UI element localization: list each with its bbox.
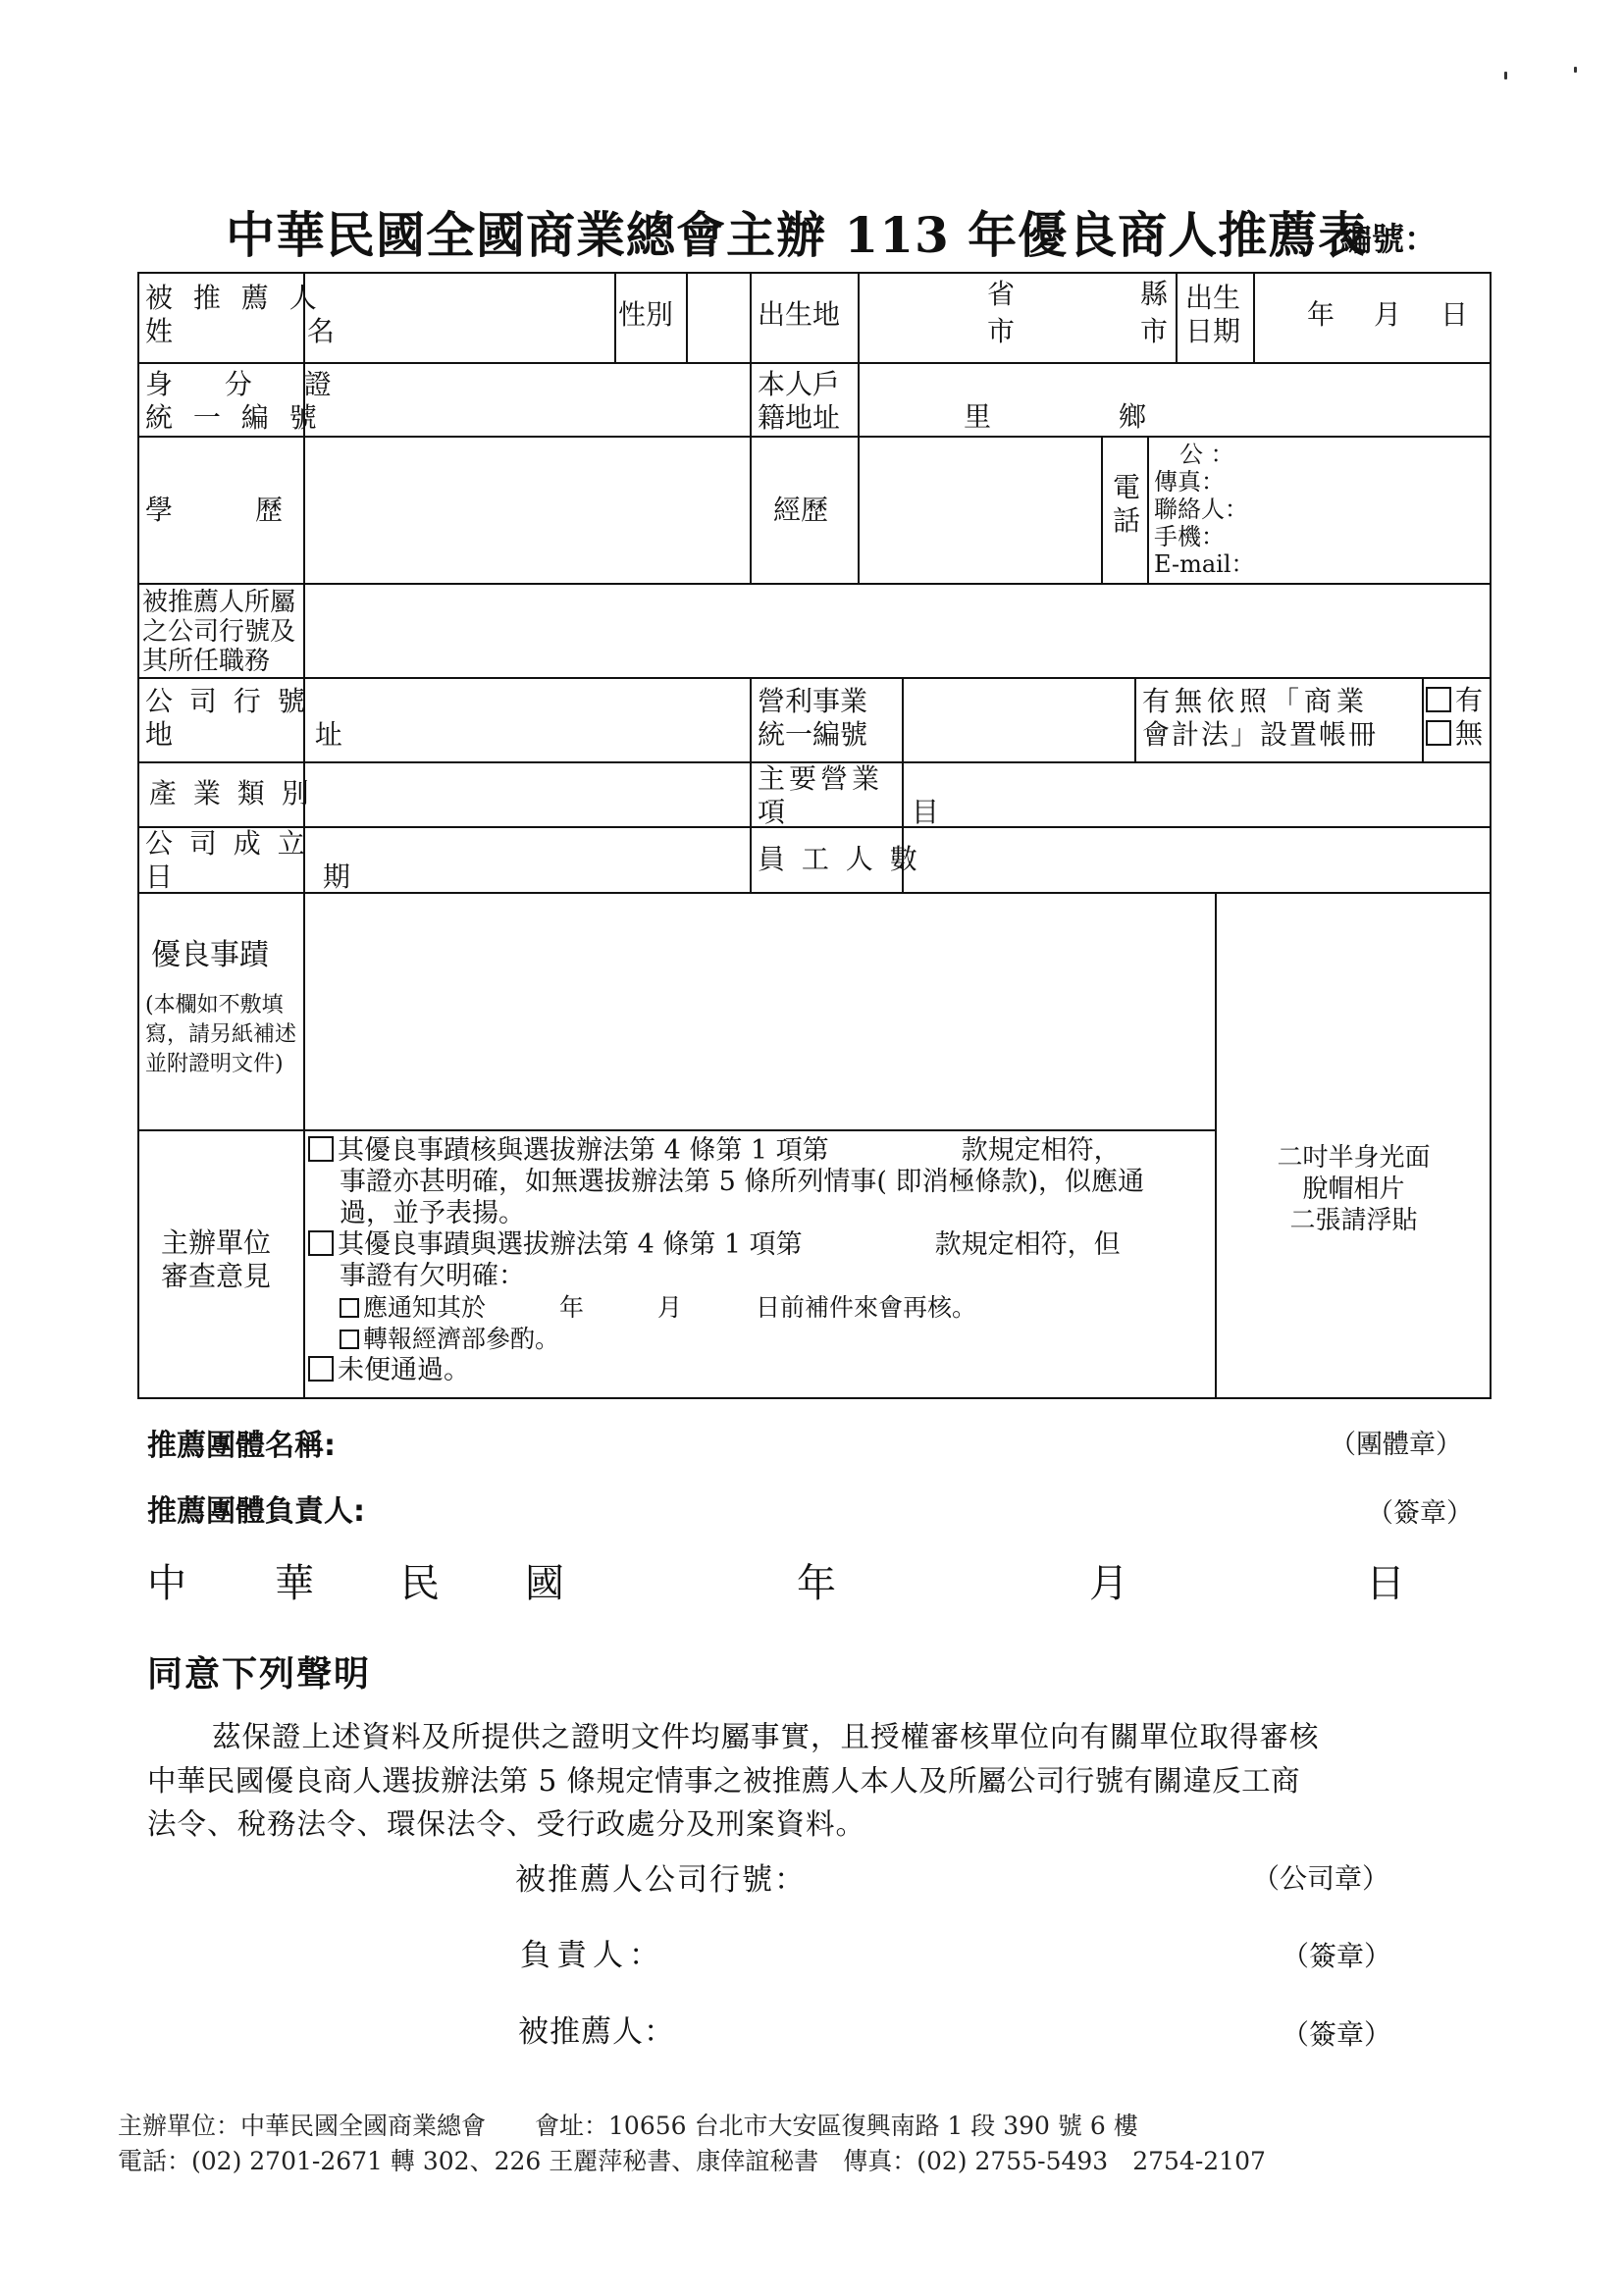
label-line: 會計法」設置帳冊 bbox=[1142, 718, 1379, 751]
review-options bbox=[308, 1135, 1144, 1386]
group-head-label: 推薦團體負責人: bbox=[147, 1494, 365, 1529]
city-unit-right: 市 bbox=[1140, 315, 1169, 347]
nominee-name-label bbox=[145, 282, 397, 348]
group-head-sign-label: （簽章） bbox=[1367, 1498, 1473, 1529]
experience-field[interactable] bbox=[861, 439, 1100, 582]
company-address-label bbox=[145, 685, 409, 752]
nominee-company-label: 被推薦人公司行號： bbox=[515, 1862, 807, 1898]
birthplace-label: 出生地 bbox=[758, 298, 841, 331]
option-checkbox[interactable] bbox=[308, 1356, 334, 1382]
accounting-label bbox=[1142, 685, 1378, 752]
city-unit-left: 市 bbox=[987, 315, 1016, 347]
yes-checkbox[interactable] bbox=[1426, 687, 1451, 712]
yes-label: 有 bbox=[1455, 684, 1484, 716]
declaration-text-line: 法令、稅務法令、環保法令、受行政處分及刑案資料。 bbox=[147, 1807, 866, 1841]
label-line: 被 推 薦 人 bbox=[145, 282, 323, 314]
option-text: 其優良事蹟核與選拔辦法第 4 條第 1 項第 款規定相符， bbox=[338, 1135, 1121, 1166]
scan-speck bbox=[1504, 72, 1507, 79]
county-unit: 縣 bbox=[1140, 278, 1169, 310]
date-day: 日 bbox=[1366, 1561, 1405, 1606]
phone-details bbox=[1154, 441, 1255, 578]
label-line: 主要營業 bbox=[758, 762, 884, 795]
date-month: 月 bbox=[1089, 1561, 1128, 1606]
declaration-text-line: 中華民國優良商人選拔辦法第 5 條規定情事之被推薦人本人及所屬公司行號有關違反工商 bbox=[147, 1764, 1300, 1798]
date-char: 中 bbox=[147, 1561, 186, 1606]
footer-contact: 電話：(02) 2701-2671 轉 302、226 王麗萍秘書、康倖誼秘書 傳真：(02) 2755-5493 2754-2107 bbox=[118, 2147, 1266, 2175]
review-option-1[interactable] bbox=[308, 1135, 1144, 1167]
phone-label bbox=[1113, 471, 1140, 538]
experience-label: 經歷 bbox=[773, 494, 829, 526]
label-line: 統 一 編 號 bbox=[145, 401, 323, 434]
employees-field[interactable] bbox=[905, 829, 1489, 891]
gender-label: 性別 bbox=[618, 298, 674, 331]
founded-date-field[interactable] bbox=[306, 829, 748, 891]
id-number-label bbox=[145, 368, 353, 435]
note-line: 並附證明文件) bbox=[145, 1052, 284, 1076]
option-text: 未便通過。 bbox=[338, 1355, 470, 1385]
nominee-sign-label: （簽章） bbox=[1282, 2018, 1392, 2051]
label-line: 之公司行號及 bbox=[142, 617, 296, 647]
footer-organizer-address: 主辦單位：中華民國全國商業總會 會址：10656 台北市大安區復興南路 1 段 390 號 6 樓 bbox=[118, 2112, 1138, 2140]
option-checkbox[interactable] bbox=[308, 1136, 334, 1162]
label-line: 項 目 bbox=[758, 796, 998, 828]
review-label bbox=[161, 1226, 271, 1293]
label-line: 營利事業 bbox=[758, 685, 868, 717]
review-option-3[interactable] bbox=[308, 1355, 1144, 1386]
label-line: 本人戶 bbox=[758, 368, 841, 400]
no-label: 無 bbox=[1455, 717, 1484, 750]
accounting-options bbox=[1426, 684, 1483, 751]
birthdate-label bbox=[1185, 282, 1240, 348]
sub-option-checkbox[interactable] bbox=[340, 1330, 359, 1349]
option-text: 應通知其於 年 月 日前補件來會再核。 bbox=[363, 1293, 977, 1322]
label-line: 出生 bbox=[1185, 282, 1241, 314]
founded-date-label bbox=[145, 827, 421, 894]
label-line: 其所任職務 bbox=[142, 647, 271, 676]
option-text: 其優良事蹟與選拔辦法第 4 條第 1 項第 款規定相符，但 bbox=[338, 1229, 1121, 1260]
phone-fax-label: 傳真： bbox=[1154, 468, 1225, 496]
scan-speck bbox=[1574, 67, 1577, 73]
label-line: 被推薦人所屬 bbox=[142, 588, 296, 617]
owner-sign-label: （簽章） bbox=[1282, 1940, 1392, 1972]
label-line: 籍地址 bbox=[758, 401, 841, 434]
nominee-name-field[interactable] bbox=[306, 274, 612, 361]
company-address-field[interactable] bbox=[306, 680, 748, 760]
phone-email-label: E-mail： bbox=[1154, 550, 1255, 578]
review-option-2[interactable] bbox=[308, 1229, 1144, 1261]
label-line: 主辦單位 bbox=[161, 1226, 272, 1259]
photo-instructions bbox=[1218, 1142, 1490, 1236]
photo-line: 二張請浮貼 bbox=[1289, 1206, 1418, 1235]
label-line: 電 bbox=[1113, 471, 1141, 503]
id-number-field[interactable] bbox=[306, 365, 748, 435]
phone-contact-label: 聯絡人： bbox=[1154, 496, 1248, 523]
merit-field[interactable] bbox=[306, 895, 1214, 1128]
label-line: 審查意見 bbox=[161, 1260, 272, 1292]
main-business-field[interactable] bbox=[905, 764, 1489, 825]
education-field[interactable] bbox=[306, 439, 748, 582]
date-year: 年 bbox=[797, 1561, 836, 1606]
birthdate-ymd: 年 月 日 bbox=[1307, 298, 1475, 331]
company-position-label bbox=[142, 588, 295, 676]
date-char: 民 bbox=[400, 1561, 440, 1606]
merit-label: 優良事蹟 bbox=[151, 938, 269, 972]
photo-line: 脫帽相片 bbox=[1302, 1174, 1405, 1204]
date-char: 華 bbox=[275, 1561, 314, 1606]
education-label: 學 歷 bbox=[145, 494, 284, 526]
label-line: 日 期 bbox=[145, 861, 421, 893]
option-text: 轉報經濟部參酌。 bbox=[363, 1325, 560, 1353]
photo-line: 二吋半身光面 bbox=[1277, 1143, 1431, 1173]
group-name-label: 推薦團體名稱: bbox=[147, 1429, 336, 1463]
gender-field[interactable] bbox=[689, 274, 748, 361]
review-sub-option-2[interactable] bbox=[308, 1324, 1144, 1355]
company-seal-label: （公司章） bbox=[1252, 1862, 1390, 1895]
date-char: 國 bbox=[525, 1561, 564, 1606]
note-line: (本欄如不敷填 bbox=[145, 993, 284, 1018]
option-text: 事證亦甚明確，如無選拔辦法第 5 條所列情事( 即消極條款)，似應通 bbox=[340, 1167, 1144, 1197]
group-seal-label: （團體章） bbox=[1330, 1430, 1462, 1460]
serial-number-label: 編號： bbox=[1339, 220, 1437, 258]
industry-field[interactable] bbox=[306, 764, 748, 825]
declaration-heading: 同意下列聲明 bbox=[147, 1654, 372, 1695]
merit-note bbox=[145, 991, 296, 1079]
phone-office-label: 公 ： bbox=[1179, 441, 1234, 468]
company-position-field[interactable] bbox=[306, 586, 1489, 676]
address-village-unit: 里 bbox=[964, 400, 992, 433]
note-line: 寫，請另紙補述 bbox=[145, 1022, 297, 1047]
no-checkbox[interactable] bbox=[1426, 720, 1451, 746]
accounting-yes-option[interactable] bbox=[1426, 684, 1483, 717]
sub-option-checkbox[interactable] bbox=[340, 1298, 359, 1318]
label-line: 身 分 證 bbox=[145, 368, 353, 400]
owner-label: 負責人： bbox=[520, 1938, 665, 1973]
phone-mobile-label: 手機： bbox=[1154, 523, 1225, 550]
household-address-label bbox=[758, 368, 840, 435]
option-text: 事證有欠明確： bbox=[340, 1261, 525, 1291]
review-sub-option-1[interactable] bbox=[308, 1292, 1144, 1324]
province-unit: 省 bbox=[987, 278, 1016, 310]
label-line: 姓 名 bbox=[145, 315, 397, 347]
declaration-text-line: 茲保證上述資料及所提供之證明文件均屬事實，且授權審核單位向有關單位取得審核 bbox=[212, 1720, 1320, 1753]
label-line: 有無依照「商業 bbox=[1142, 685, 1370, 717]
nomination-form-table bbox=[137, 272, 1492, 1399]
option-checkbox[interactable] bbox=[308, 1230, 334, 1256]
page-title: 中華民國全國商業總會主辦 113 年優良商人推薦表 bbox=[226, 206, 1369, 264]
label-line: 話 bbox=[1113, 504, 1141, 537]
label-line: 公 司 行 號 bbox=[145, 685, 309, 717]
nominee-label: 被推薦人： bbox=[518, 2014, 675, 2050]
label-line: 地 址 bbox=[145, 718, 409, 751]
label-line: 公 司 成 立 bbox=[145, 827, 309, 860]
industry-label: 產 業 類 別 bbox=[149, 777, 313, 809]
label-line: 日期 bbox=[1185, 315, 1241, 347]
label-line: 統一編號 bbox=[758, 718, 868, 751]
business-id-field[interactable] bbox=[905, 680, 1133, 760]
business-id-label bbox=[758, 685, 867, 752]
employees-label: 員 工 人 數 bbox=[758, 843, 921, 875]
address-township-unit: 鄉 bbox=[1119, 400, 1147, 433]
accounting-no-option[interactable] bbox=[1426, 717, 1483, 751]
option-text: 過，並予表揚。 bbox=[340, 1198, 525, 1228]
